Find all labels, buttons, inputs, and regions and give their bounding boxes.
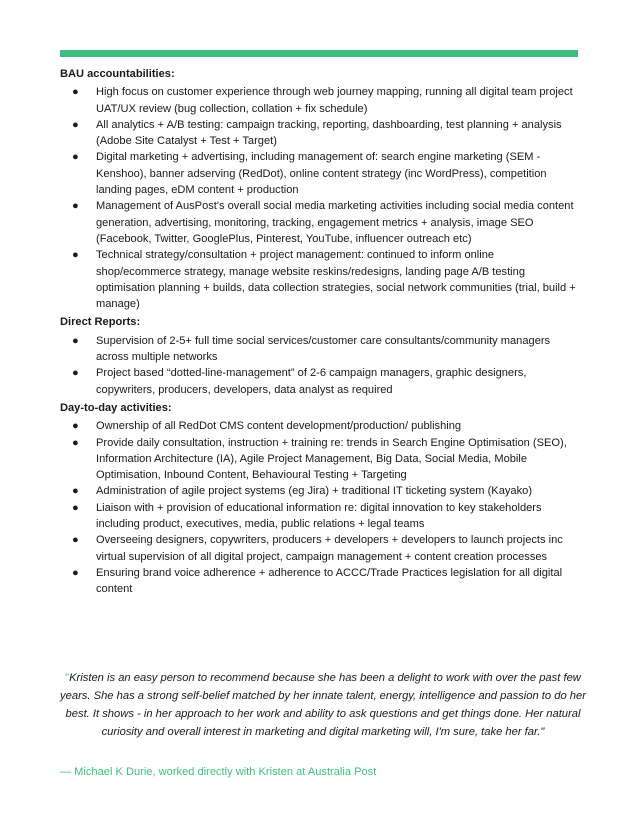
list-item: ● Digital marketing + advertising, including management of: search engine marketing (SEM - Kenshoo), banner adserving (RedDot), online content strategy (inc WordPress), competition landing pages, eDM content + production (72, 151, 547, 197)
list-item: ● Project based “dotted-line-management” of 2-6 campaign managers, graphic designers, copywriters, producers, developers, data analyst as required (72, 367, 527, 396)
list-item: ● Liaison with + provision of educational information re: digital innovation to key stakeholders including product, executives, media, public relations + legal teams (72, 501, 542, 531)
recommendation-quote (60, 669, 586, 741)
bullet-icon: ● (72, 436, 79, 449)
quote-text: Kristen is an easy person to recommend because she has been a delight to work with over the past few years. She has a strong self-belief matched by her innate talent, energy, intelligence and passion to do her best. It shows - in her approach to her work and ability to ask questions and get things done. Her natural curiosity and overall interest in marketing and digital marketing will, I'm sure, take her far." (60, 672, 586, 738)
accent-divider (60, 50, 578, 57)
bullet-icon: ● (72, 151, 79, 164)
bullet-icon: ● (72, 200, 79, 213)
section-heading: Direct Reports: (60, 316, 141, 329)
section-heading: BAU accountabilities: (60, 68, 175, 80)
bullet-icon: ● (72, 367, 79, 380)
bullet-list (60, 84, 580, 312)
bullet-icon: ● (72, 534, 79, 547)
list-item: ● High focus on customer experience through web journey mapping, running all digital team project UAT/UX review (bug collection, collation + fix schedule) (72, 86, 573, 115)
bullet-icon: ● (72, 566, 79, 579)
section-bau (60, 66, 580, 312)
list-item: ● All analytics + A/B testing: campaign tracking, reporting, dashboarding, test planning + analysis (Adobe Site Catalyst + Test + Target) (72, 118, 562, 148)
bullet-icon: ● (72, 334, 79, 347)
bullet-icon: ● (72, 249, 79, 262)
list-item: ● Ownership of all RedDot CMS content development/production/ publishing (60, 418, 580, 434)
bullet-icon: ● (72, 485, 79, 498)
bullet-icon: ● (72, 501, 79, 514)
list-item: ● Administration of agile project systems (eg Jira) + traditional IT ticketing system (Kayako) (60, 483, 580, 499)
list-item: ● Supervision of 2-5+ full time social services/customer care consultants/community managers across multiple networks (72, 334, 551, 364)
experience-details (60, 66, 580, 600)
list-item: ● Overseeing designers, copywriters, producers + developers + developers to launch projects inc virtual supervision of all digital project, campaign management + content creation processes (72, 534, 563, 563)
list-item: ● Ensuring brand voice adherence + adherence to ACCC/Trade Practices legislation for all digital content (72, 566, 563, 596)
list-item: ● Technical strategy/consultation + project management: continued to inform online shop/ecommerce strategy, manage website reskins/redesigns, landing page A/B testing optimisation planning + builds, data collection strategies, social network communities (trial, build + manage) (72, 249, 576, 311)
list-item: ● Provide daily consultation, instruction + training re: trends in Search Engine Optimisation (SEO), Information Architecture (IA), Agile Project Management, Big Data, Social Media, Mobile Optimisation, Inbound Content, Behavioural Testing + Targeting (72, 436, 567, 482)
quote-attribution: — Michael K Durie, worked directly with Kristen at Australia Post (60, 766, 377, 778)
bullet-icon: ● (72, 420, 79, 433)
section-heading: Day-to-day activities: (60, 401, 172, 414)
bullet-list (60, 418, 580, 597)
bullet-icon: ● (72, 118, 79, 131)
bullet-icon: ● (72, 86, 79, 99)
section-direct-reports (60, 314, 580, 397)
quote-mark: " (65, 672, 70, 684)
bullet-list (60, 333, 580, 398)
section-day-to-day (60, 400, 580, 598)
list-item: ● Management of AusPost's overall social media marketing activities including social media content generation, advertising, monitoring, tracking, engagement metrics + analysis, image SEO (Facebook, Twitter, GooglePlus, Pinterest, YouTube, influencer outreach etc) (72, 200, 574, 245)
